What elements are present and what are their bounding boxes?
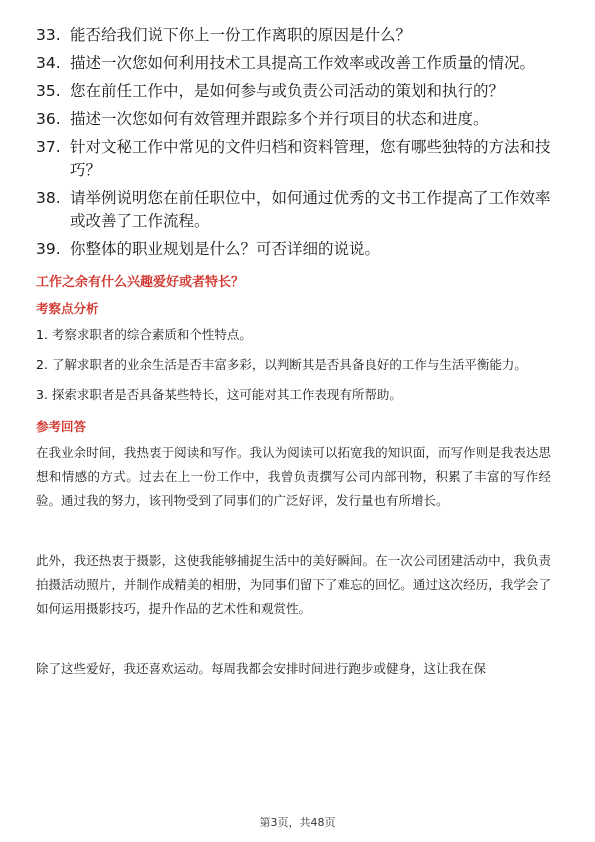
question-item	[36, 80, 551, 103]
question-item	[36, 52, 551, 75]
analysis-point: 3. 探索求职者是否具备某些特长，这可能对其工作表现有所帮助。	[36, 387, 402, 402]
question-text: 针对文秘工作中常见的文件归档和资料管理，您有哪些独特的方法和技巧？	[70, 138, 551, 179]
question-list	[36, 24, 551, 261]
answer-paragraph: 除了这些爱好，我还喜欢运动。每周我都会安排时间进行跑步或健身，这让我在保	[36, 661, 487, 676]
analysis-point: 2. 了解求职者的业余生活是否丰富多彩，以判断其是否具备良好的工作与生活平衡能力。	[36, 357, 527, 372]
question-item	[36, 108, 551, 131]
analysis-points	[36, 323, 551, 407]
question-text: 描述一次您如何有效管理并跟踪多个并行项目的状态和进度。	[70, 110, 489, 128]
question-item	[36, 136, 551, 182]
question-item	[36, 187, 551, 233]
question-number: 33.	[36, 26, 61, 44]
answer-paragraph: 此外，我还热衷于摄影，这使我能够捕捉生活中的美好瞬间。在一次公司团建活动中，我负责拍摄活动照片，并制作成精美的相册，为同事们留下了难忘的回忆。通过这次经历，我学会了如何运用摄影技巧，提升作品的艺术性和观赏性。	[36, 553, 551, 616]
question-text: 你整体的职业规划是什么？可否详细的说说。	[70, 240, 381, 258]
question-text: 能否给我们说下你上一份工作离职的原因是什么？	[70, 26, 412, 44]
question-number: 34.	[36, 54, 61, 72]
question-text: 您在前任工作中，是如何参与或负责公司活动的策划和执行的？	[70, 82, 505, 100]
question-number: 35.	[36, 82, 61, 100]
page-footer: 第3页，共48页	[259, 816, 336, 829]
answer-heading: 参考回答	[36, 419, 87, 434]
section-heading: 工作之余有什么兴趣爱好或者特长？	[36, 275, 245, 290]
answer-paragraph: 在我业余时间，我热衷于阅读和写作。我认为阅读可以拓宽我的知识面，而写作则是我表达思想和情感的方式。过去在上一份工作中，我曾负责撰写公司内部刊物，积累了丰富的写作经验。通过我的努力，该刊物受到了同事们的广泛好评，发行量也有所增长。	[36, 445, 551, 508]
question-number: 39.	[36, 240, 61, 258]
analysis-heading: 考察点分析	[36, 301, 99, 316]
reference-answer	[36, 441, 551, 681]
question-item	[36, 238, 551, 261]
question-item	[36, 24, 551, 47]
question-number: 36.	[36, 110, 61, 128]
question-text: 描述一次您如何利用技术工具提高工作效率或改善工作质量的情况。	[70, 54, 536, 72]
analysis-point: 1. 考察求职者的综合素质和个性特点。	[36, 327, 252, 342]
question-text: 请举例说明您在前任职位中，如何通过优秀的文书工作提高了工作效率或改善了工作流程。	[70, 189, 551, 230]
question-number: 37.	[36, 138, 61, 156]
question-number: 38.	[36, 189, 61, 207]
